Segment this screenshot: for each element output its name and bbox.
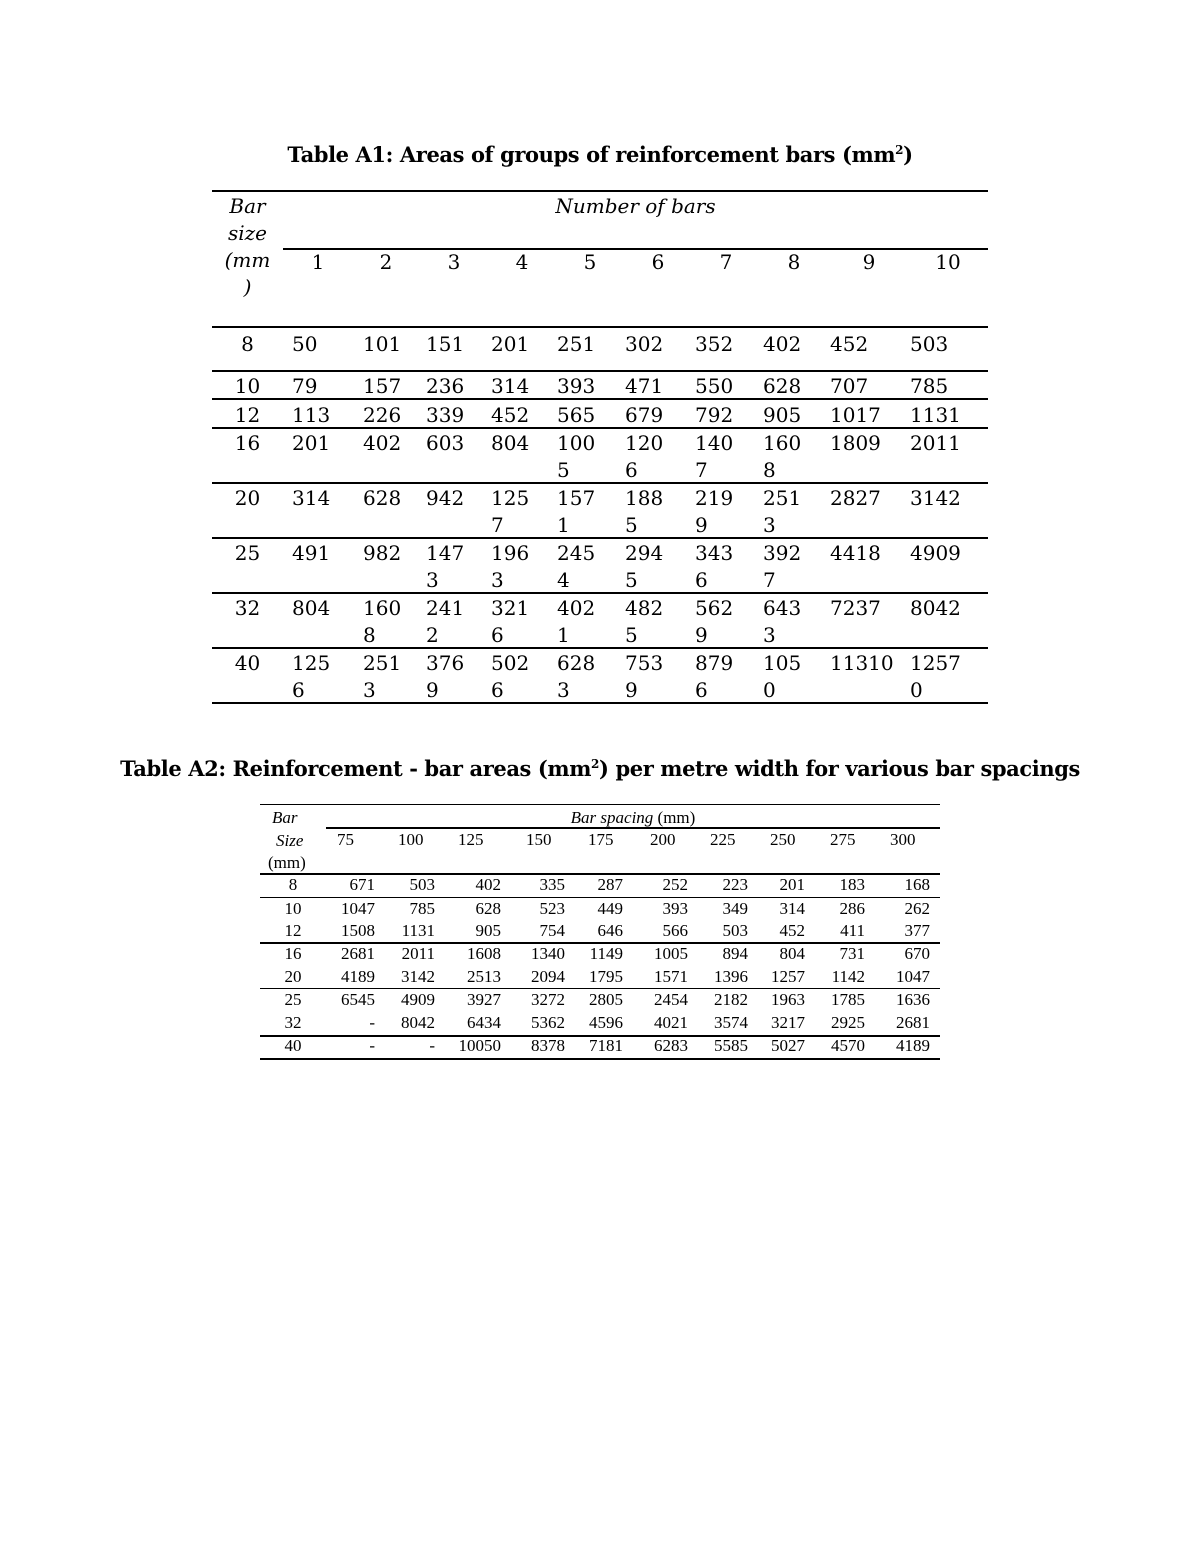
bar-size-cell: 12	[234, 403, 261, 427]
table-rule	[212, 702, 988, 704]
area-cell: 785	[910, 374, 949, 398]
table-rule	[260, 804, 940, 805]
area-cell: 286	[839, 899, 865, 918]
area-cell: 804	[491, 431, 530, 455]
column-header: 6	[651, 250, 665, 274]
bar-size-cell: 40	[284, 1036, 302, 1055]
area-cell: 113	[292, 403, 331, 427]
area-cell: 2513	[467, 967, 501, 986]
area-cell: 2454	[654, 990, 688, 1009]
area-cell: 5585	[714, 1036, 748, 1055]
area-cell: 120	[625, 431, 664, 455]
area-cell: 1047	[341, 899, 375, 918]
area-cell: 7	[491, 513, 504, 537]
area-cell: 1571	[654, 967, 688, 986]
area-cell: 402	[557, 596, 596, 620]
area-cell: 4418	[830, 541, 881, 565]
area-cell: 753	[625, 651, 664, 675]
area-cell: 3	[491, 568, 504, 592]
area-cell: 942	[426, 486, 465, 510]
area-cell: 0	[763, 678, 776, 702]
area-cell: 491	[292, 541, 331, 565]
area-cell: 6	[695, 568, 708, 592]
area-cell: 1608	[467, 944, 501, 963]
area-cell: 125	[292, 651, 331, 675]
bar-size-cell: 20	[234, 486, 261, 510]
area-cell: 9	[426, 678, 439, 702]
area-cell: 0	[910, 678, 923, 702]
row-header-label: size	[227, 221, 268, 245]
table-rule	[212, 398, 988, 400]
area-cell: 707	[830, 374, 869, 398]
area-cell: 9	[625, 678, 638, 702]
area-cell: 314	[491, 374, 530, 398]
area-cell: 183	[839, 875, 865, 894]
bar-size-cell: 8	[288, 875, 298, 894]
bar-size-cell: 8	[241, 332, 254, 356]
area-cell: 754	[539, 921, 565, 940]
area-cell: 6	[625, 458, 638, 482]
area-cell: 1257	[910, 651, 961, 675]
area-cell: 402	[363, 431, 402, 455]
bar-size-cell: 20	[284, 967, 302, 986]
area-cell: 628	[363, 486, 402, 510]
area-cell: 393	[557, 374, 596, 398]
area-cell: 670	[904, 944, 930, 963]
area-cell: 302	[625, 332, 664, 356]
area-cell: 245	[557, 541, 596, 565]
area-cell: 3	[763, 513, 776, 537]
area-cell: 5	[625, 513, 638, 537]
area-cell: 226	[363, 403, 402, 427]
area-cell: 1131	[910, 403, 961, 427]
bar-size-cell: 10	[234, 374, 261, 398]
area-cell: 4189	[341, 967, 375, 986]
area-cell: 1149	[589, 944, 623, 963]
area-cell: 392	[763, 541, 802, 565]
column-header: 150	[526, 830, 552, 849]
area-cell: 5027	[771, 1036, 805, 1055]
area-cell: 251	[763, 486, 802, 510]
area-cell: 4909	[401, 990, 435, 1009]
area-cell: 565	[557, 403, 596, 427]
column-header: 8	[787, 250, 801, 274]
area-cell: 125	[491, 486, 530, 510]
area-cell: 3142	[401, 967, 435, 986]
area-cell: 79	[292, 374, 318, 398]
column-header: 1	[311, 250, 325, 274]
area-cell: 1257	[771, 967, 805, 986]
area-cell: 804	[779, 944, 805, 963]
area-cell: 4	[557, 568, 570, 592]
column-header: 9	[862, 250, 876, 274]
area-cell: 140	[695, 431, 734, 455]
area-cell: 603	[426, 431, 465, 455]
area-cell: 4596	[589, 1013, 623, 1032]
area-cell: 1508	[341, 921, 375, 940]
area-cell: 1131	[401, 921, 435, 940]
column-header: 300	[890, 830, 916, 849]
table-rule	[212, 592, 988, 594]
area-cell: 3272	[531, 990, 565, 1009]
area-cell: 2094	[531, 967, 565, 986]
area-cell: 262	[904, 899, 930, 918]
area-cell: 402	[475, 875, 501, 894]
area-cell: 101	[363, 332, 402, 356]
column-header: 250	[770, 830, 796, 849]
area-cell: 8	[763, 458, 776, 482]
area-cell: 2	[426, 623, 439, 647]
area-cell: 160	[363, 596, 402, 620]
column-header: 10	[935, 250, 961, 274]
area-cell: -	[369, 1013, 375, 1032]
area-cell: 2827	[830, 486, 881, 510]
area-cell: 1795	[589, 967, 623, 986]
area-cell: 502	[491, 651, 530, 675]
area-cell: 50	[292, 332, 318, 356]
area-cell: 6	[491, 678, 504, 702]
column-header: 200	[650, 830, 676, 849]
area-cell: 482	[625, 596, 664, 620]
area-cell: 294	[625, 541, 664, 565]
area-cell: 471	[625, 374, 664, 398]
area-cell: 6	[292, 678, 305, 702]
table-rule	[212, 190, 988, 192]
table-rule	[212, 326, 988, 328]
area-cell: 3	[426, 568, 439, 592]
group-header-label: Bar spacing	[570, 808, 654, 827]
area-cell: 157	[363, 374, 402, 398]
area-cell: 1785	[831, 990, 865, 1009]
area-cell: 6	[695, 678, 708, 702]
area-cell: 1809	[830, 431, 881, 455]
area-cell: 905	[763, 403, 802, 427]
column-header: 2	[379, 250, 393, 274]
area-cell: 157	[557, 486, 596, 510]
area-cell: 550	[695, 374, 734, 398]
bar-size-cell: 40	[234, 651, 261, 675]
area-cell: 241	[426, 596, 465, 620]
area-cell: 452	[491, 403, 530, 427]
area-cell: 503	[409, 875, 435, 894]
area-cell: 731	[839, 944, 865, 963]
table-rule	[212, 537, 988, 539]
area-cell: 314	[292, 486, 331, 510]
area-cell: 7	[763, 568, 776, 592]
area-cell: -	[369, 1036, 375, 1055]
area-cell: 3	[363, 678, 376, 702]
table-rule	[212, 370, 988, 372]
bar-size-cell: 32	[284, 1013, 302, 1032]
row-header-label: Bar	[229, 194, 266, 218]
area-cell: 671	[349, 875, 375, 894]
area-cell: 879	[695, 651, 734, 675]
area-cell: 452	[830, 332, 869, 356]
bar-size-cell: 16	[284, 944, 302, 963]
bar-size-cell: 25	[234, 541, 261, 565]
area-cell: 7181	[589, 1036, 623, 1055]
area-cell: 1005	[654, 944, 688, 963]
table-a2-title: Table A2: Reinforcement - bar areas $(mm^2)$ per metre width for various bar spacings	[120, 756, 1080, 781]
area-cell: 503	[910, 332, 949, 356]
area-cell: 3	[763, 623, 776, 647]
area-cell: 100	[557, 431, 596, 455]
area-cell: 7	[695, 458, 708, 482]
area-cell: 168	[904, 875, 930, 894]
area-cell: 1047	[896, 967, 930, 986]
group-header-unit: (mm)	[653, 808, 696, 827]
table-rule	[260, 1058, 940, 1060]
area-cell: 8042	[910, 596, 961, 620]
area-cell: 402	[763, 332, 802, 356]
area-cell: 628	[763, 374, 802, 398]
area-cell: 223	[722, 875, 748, 894]
area-cell: 10050	[458, 1036, 501, 1055]
area-cell: 1636	[896, 990, 930, 1009]
area-cell: 160	[763, 431, 802, 455]
bar-size-cell: 32	[234, 596, 261, 620]
bar-size-cell: 10	[284, 899, 302, 918]
bar-size-cell: 12	[284, 921, 302, 940]
area-cell: 905	[475, 921, 501, 940]
area-cell: 321	[491, 596, 530, 620]
bar-size-cell: 16	[234, 431, 261, 455]
area-cell: 251	[557, 332, 596, 356]
area-cell: 201	[292, 431, 331, 455]
area-cell: 4570	[831, 1036, 865, 1055]
area-cell: 188	[625, 486, 664, 510]
column-header: 275	[830, 830, 856, 849]
area-cell: 1017	[830, 403, 881, 427]
row-header-label: )	[243, 275, 252, 299]
area-cell: 343	[695, 541, 734, 565]
area-cell: 503	[722, 921, 748, 940]
area-cell: 8	[363, 623, 376, 647]
table-rule	[212, 482, 988, 484]
area-cell: 643	[763, 596, 802, 620]
area-cell: 1340	[531, 944, 565, 963]
area-cell: 1	[557, 623, 570, 647]
area-cell: 2925	[831, 1013, 865, 1032]
area-cell: 339	[426, 403, 465, 427]
area-cell: 449	[597, 899, 623, 918]
area-cell: 679	[625, 403, 664, 427]
row-header-label: (mm)	[268, 853, 306, 872]
area-cell: 252	[662, 875, 688, 894]
area-cell: 393	[662, 899, 688, 918]
area-cell: 236	[426, 374, 465, 398]
area-cell: 6545	[341, 990, 375, 1009]
area-cell: 1142	[831, 967, 865, 986]
area-cell: 3	[557, 678, 570, 702]
column-header: 5	[583, 250, 597, 274]
area-cell: 4021	[654, 1013, 688, 1032]
area-cell: 376	[426, 651, 465, 675]
area-cell: 6283	[654, 1036, 688, 1055]
area-cell: 2011	[910, 431, 961, 455]
area-cell: 3217	[771, 1013, 805, 1032]
area-cell: 196	[491, 541, 530, 565]
area-cell: 3142	[910, 486, 961, 510]
area-cell: 9	[695, 513, 708, 537]
row-header-label: (mm	[224, 248, 271, 272]
area-cell: 11310	[830, 651, 894, 675]
area-cell: 785	[409, 899, 435, 918]
area-cell: 894	[722, 944, 748, 963]
area-cell: 219	[695, 486, 734, 510]
area-cell: 628	[475, 899, 501, 918]
column-group-header	[326, 807, 940, 829]
column-header: 125	[458, 830, 484, 849]
column-header: 3	[447, 250, 461, 274]
area-cell: 151	[426, 332, 465, 356]
area-cell: 4189	[896, 1036, 930, 1055]
area-cell: 4909	[910, 541, 961, 565]
area-cell: 3574	[714, 1013, 748, 1032]
area-cell: 314	[779, 899, 805, 918]
area-cell: 562	[695, 596, 734, 620]
area-cell: 201	[779, 875, 805, 894]
column-header: 7	[719, 250, 733, 274]
area-cell: 287	[597, 875, 623, 894]
area-cell: 5362	[531, 1013, 565, 1032]
area-cell: 5	[625, 623, 638, 647]
area-cell: 105	[763, 651, 802, 675]
area-cell: 251	[363, 651, 402, 675]
area-cell: -	[429, 1036, 435, 1055]
bar-size-cell: 25	[284, 990, 302, 1009]
area-cell: 3927	[467, 990, 501, 1009]
area-cell: 2011	[401, 944, 435, 963]
column-header: 4	[515, 250, 529, 274]
area-cell: 792	[695, 403, 734, 427]
area-cell: 9	[695, 623, 708, 647]
area-cell: 2681	[341, 944, 375, 963]
area-cell: 2681	[896, 1013, 930, 1032]
area-cell: 566	[662, 921, 688, 940]
area-cell: 523	[539, 899, 565, 918]
area-cell: 1	[557, 513, 570, 537]
area-cell: 7237	[830, 596, 881, 620]
column-header: 175	[588, 830, 614, 849]
area-cell: 411	[840, 921, 865, 940]
area-cell: 5	[557, 458, 570, 482]
table-a1-title: Table A1: Areas of groups of reinforcement bars $(mm^2)$	[287, 142, 913, 167]
area-cell: 804	[292, 596, 331, 620]
area-cell: 377	[904, 921, 930, 940]
area-cell: 5	[625, 568, 638, 592]
column-header: 225	[710, 830, 736, 849]
area-cell: 8378	[531, 1036, 565, 1055]
area-cell: 2182	[714, 990, 748, 1009]
area-cell: 982	[363, 541, 402, 565]
area-cell: 6	[491, 623, 504, 647]
area-cell: 335	[539, 875, 565, 894]
area-cell: 628	[557, 651, 596, 675]
area-cell: 2805	[589, 990, 623, 1009]
area-cell: 352	[695, 332, 734, 356]
area-cell: 452	[779, 921, 805, 940]
area-cell: 1963	[771, 990, 805, 1009]
area-cell: 646	[597, 921, 623, 940]
row-header-label: Bar	[272, 808, 298, 827]
area-cell: 1396	[714, 967, 748, 986]
table-rule	[212, 647, 988, 649]
column-header: 75	[337, 830, 354, 849]
area-cell: 201	[491, 332, 530, 356]
row-header-label: Size	[276, 831, 304, 850]
area-cell: 6434	[467, 1013, 501, 1032]
area-cell: 349	[722, 899, 748, 918]
column-header: 100	[398, 830, 424, 849]
area-cell: 147	[426, 541, 465, 565]
column-group-header: Number of bars	[555, 194, 716, 218]
area-cell: 8042	[401, 1013, 435, 1032]
